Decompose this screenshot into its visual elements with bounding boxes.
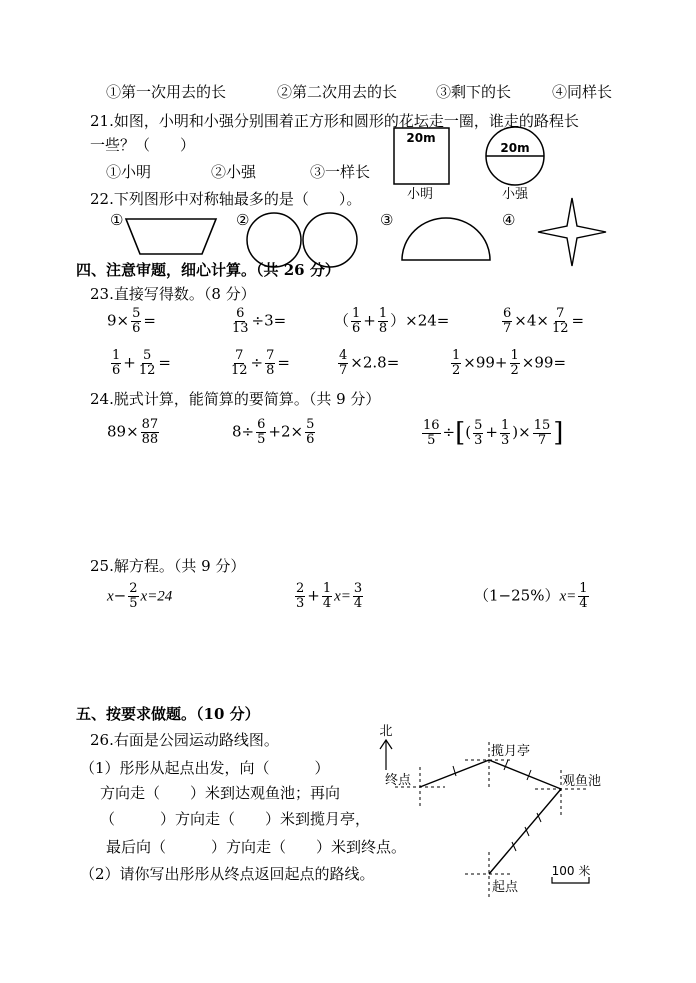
route-path (420, 760, 561, 874)
q21-figures (380, 120, 560, 202)
start-label: 起点 (492, 880, 519, 895)
q26-part2: （2）请你写出彤彤从终点返回起点的路线。 (80, 865, 375, 883)
q23-item-1: 9× $\frac{5}{6}$ = (107, 306, 156, 336)
q25-equation-3: （1−25%）x= $\frac{1}{4}$ (474, 581, 588, 611)
q20-option-2: ②第二次用去的长 (277, 83, 398, 101)
q25-title: 25.解方程。（共 9 分） (90, 557, 246, 575)
route-map (375, 715, 615, 900)
q22-marker-4: ④ (502, 211, 516, 229)
q22-marker-1: ① (110, 211, 124, 229)
q25-equation-1: x− $\frac{2}{5}$ x=24 (107, 581, 173, 611)
q21-option-2: ②小强 (211, 163, 257, 181)
square-side-label: 20m (406, 131, 436, 145)
q23-item-4: $\frac{6}{7}$ ×4× $\frac{7}{12}$ = (503, 306, 585, 336)
q23-item-6: $\frac{7}{12}$ ÷ $\frac{7}{8}$ = (231, 348, 290, 378)
q24-item-1: 89× $\frac{87}{88}$ (107, 417, 159, 447)
q22-trapezoid (124, 216, 220, 258)
q20-option-4: ④同样长 (552, 83, 613, 101)
q22-marker-2: ② (236, 211, 250, 229)
q22-text: 22.下列图形中对称轴最多的是（ ）。 (90, 190, 362, 208)
scale-label: 100 米 (551, 864, 591, 878)
q24-title: 24.脱式计算，能简算的要简算。（共 9 分） (90, 390, 381, 408)
q21-option-3: ③一样长 (310, 163, 371, 181)
q20-option-3: ③剩下的长 (436, 83, 512, 101)
q26-part1-line3: （ ）方向走（ ）米到揽月亭， (100, 810, 371, 828)
q23-item-5: $\frac{1}{6}$ + $\frac{5}{12}$ = (112, 348, 171, 378)
q23-item-7: $\frac{4}{7}$ ×2.8= (339, 348, 400, 378)
q21-option-1: ①小明 (106, 163, 152, 181)
end-label: 终点 (385, 773, 412, 788)
north-label: 北 (379, 724, 393, 739)
q26-part1-line4: 最后向（ ）方向走（ ）米到终点。 (106, 838, 407, 856)
section-4-heading: 四、注意审题，细心计算。（共 26 分） (76, 261, 340, 279)
circle-owner-label: 小强 (501, 187, 529, 202)
q22-marker-3: ③ (380, 211, 394, 229)
pavilion-label: 揽月亭 (491, 744, 531, 759)
q20-option-1: ①第一次用去的长 (106, 83, 227, 101)
q26-title: 26.右面是公园运动路线图。 (90, 731, 279, 749)
q23-item-2: $\frac{6}{13}$ ÷3= (232, 306, 287, 336)
q23-title: 23.直接写得数。（8 分） (90, 285, 256, 303)
q25-equation-2: $\frac{2}{3}$ + $\frac{1}{4}$ x= $\frac{3}{4}$ (296, 581, 363, 611)
q26-part1-line2: 方向走（ ）米到达观鱼池；再向 (100, 784, 341, 802)
q23-item-8: $\frac{1}{2}$ ×99+ $\frac{1}{2}$ ×99= (452, 348, 567, 378)
section-5-heading: 五、按要求做题。（10 分） (76, 705, 260, 723)
q21-text-cont: 一些？（ ） (90, 136, 196, 154)
q23-item-3: （ $\frac{1}{6}$ + $\frac{1}{8}$ ）×24= (334, 306, 450, 336)
q22-semicircle (400, 216, 492, 262)
circle-diameter-label: 20m (500, 141, 530, 155)
q24-item-3: $\frac{16}{5}$ ÷[( $\frac{5}{3}$ + $\frac{1}{3}$ )× $\frac{15}{7}$ ] (423, 417, 564, 448)
square-owner-label: 小明 (406, 187, 434, 202)
q24-item-2: 8÷ $\frac{6}{5}$ +2× $\frac{5}{6}$ (232, 417, 315, 447)
q22-star (536, 196, 608, 268)
q21-text: 21.如图，小明和小强分别围着正方形和圆形的花坛走一圈，谁走的路程长 (90, 112, 579, 130)
pond-label: 观鱼池 (562, 774, 602, 789)
q26-part1-line1: （1）彤彤从起点出发，向（ ） (80, 759, 330, 777)
